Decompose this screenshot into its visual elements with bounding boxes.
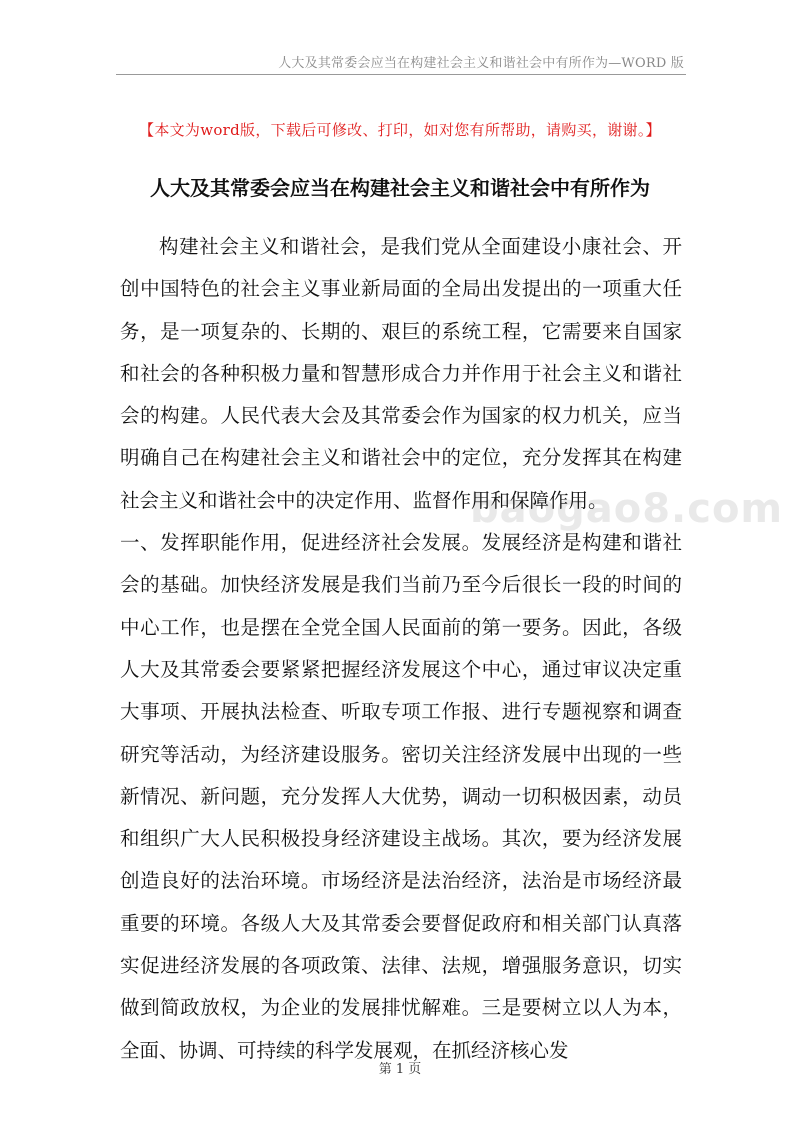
- paragraph-section-1: 一、发挥职能作用，促进经济社会发展。发展经济是构建和谐社会的基础。加快经济发展是我们当前乃至今后很长一段的时间的中心工作，也是摆在全党全国人民面前的第一要务。因此，各级人大及其常委会要紧紧把握经济发展这个中心，通过审议决定重大事项、开展执法检查、听取专项工作报、进行专题视察和调查研究等活动，为经济建设服务。密切关注经济发展中出现的一些新情况、新问题，充分发挥人大优势，调动一切积极因素，动员和组织广大人民积极投身经济建设主战场。其次，要为经济发展创造良好的法治环境。市场经济是法治经济，法治是市场经济最重要的环境。各级人大及其常委会要督促政府和相关部门认真落实促进经济发展的各项政策、法律、法规，增强服务意识，切实做到简政放权，为企业的发展排忧解难。三是要树立以人为本，全面、协调、可持续的科学发展观，在抓经济核心发: [120, 531, 682, 1062]
- header-divider: [116, 74, 686, 75]
- running-header: 人大及其常委会应当在构建社会主义和谐社会中有所作为—WORD 版: [278, 56, 684, 71]
- watermark: baogao8.com: [470, 486, 784, 532]
- download-notice: 【本文为word版，下载后可修改、打印，如对您有所帮助，请购买，谢谢。】: [139, 121, 661, 139]
- page-number: 第 1 页: [378, 1062, 422, 1077]
- document-body: [120, 226, 682, 1072]
- paragraph-intro: 构建社会主义和谐社会，是我们党从全面建设小康社会、开创中国特色的社会主义事业新局面的全局出发提出的一项重大任务，是一项复杂的、长期的、艰巨的系统工程，它需要来自国家和社会的各种积极力量和智慧形成合力并作用于社会主义和谐社会的构建。人民代表大会及其常委会作为国家的权力机关，应当明确自己在构建社会主义和谐社会中的定位，充分发挥其在构建社会主义和谐社会中的决定作用、监督作用和保障作用。: [120, 235, 682, 512]
- document-title: 人大及其常委会应当在构建社会主义和谐社会中有所作为: [150, 176, 650, 200]
